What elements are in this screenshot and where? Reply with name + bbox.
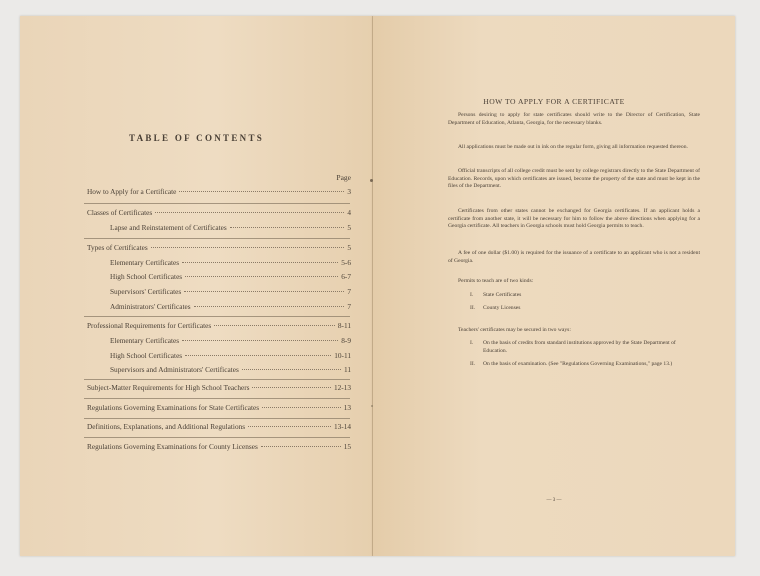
paragraph: A fee of one dollar ($1.00) is required for the issuance of a certificate to an applicant who is not a resident of Georgia. (448, 250, 700, 264)
paragraph: Persons desiring to apply for state certificates should write to the Director of Certification, State Department of Education, Atlanta, Georgia, for the necessary blanks. (448, 112, 700, 126)
toc-entry: Regulations Governing Examinations for State Certificates 13 (87, 403, 351, 412)
toc-title: TABLE OF CONTENTS (128, 133, 265, 143)
ways-intro: Teachers' certificates may be secured in two ways: (458, 327, 571, 333)
toc-subentry: Lapse and Reinstatement of Certificates 5 (110, 223, 351, 232)
toc-subentry: Supervisors' Certificates 7 (110, 287, 351, 296)
toc-entry: Subject-Matter Requirements for High School Teachers 12-13 (87, 383, 351, 392)
toc-subentry: Elementary Certificates 8-9 (110, 336, 351, 345)
divider (84, 379, 350, 380)
toc-subentry: Supervisors and Administrators' Certificates 11 (110, 365, 351, 374)
toc-subentry: High School Certificates 10-11 (110, 351, 351, 360)
list-item: II. County Licenses (470, 305, 521, 311)
divider (84, 418, 350, 419)
divider (84, 437, 350, 438)
page-column-header: Page (336, 173, 351, 182)
toc-entry: Types of Certificates 5 (87, 243, 351, 252)
paragraph: Official transcripts of all college credit must be sent by college registrars directly to the State Department of Education. Records, upon which certificates are issued, become the property of the state and must be kept in the files of the Department. (448, 168, 700, 190)
list-item: I. On the basis of credits from standard institutions approved by the State Department of Education. (470, 340, 676, 354)
toc-entry: Classes of Certificates 4 (87, 208, 351, 217)
toc-subentry: High School Certificates 6-7 (110, 272, 351, 281)
right-page (373, 16, 735, 556)
section-title: HOW TO APPLY FOR A CERTIFICATE (483, 97, 625, 106)
toc-subentry: Elementary Certificates 5-6 (110, 258, 351, 267)
toc-entry: How to Apply for a Certificate 3 (87, 187, 351, 196)
divider (84, 203, 350, 204)
toc-entry: Regulations Governing Examinations for County Licenses 15 (87, 442, 351, 451)
toc-entry: Definitions, Explanations, and Additional Regulations 13-14 (87, 422, 351, 431)
divider (84, 316, 350, 317)
paragraph: Certificates from other states cannot be exchanged for Georgia certificates. If an applicant holds a certificate from another state, it will be necessary for him to follow the above directions when applying for a Georgia certificate. All teachers in Georgia schools must hold Georgia permits to teach. (448, 208, 700, 230)
staple-mark (370, 179, 373, 182)
staple-mark (371, 405, 373, 407)
page-number: — 3 — (546, 498, 562, 503)
divider (84, 238, 350, 239)
paragraph: All applications must be made out in ink on the regular form, giving all information requested thereon. (458, 144, 688, 150)
toc-subentry: Administrators' Certificates 7 (110, 302, 351, 311)
divider (84, 398, 350, 399)
permits-intro: Permits to teach are of two kinds: (458, 278, 534, 284)
list-item: II. On the basis of examination. (See "Regulations Governing Examinations," page 13.) (470, 361, 673, 367)
list-item: I. State Certificates (470, 292, 522, 298)
toc-entry: Professional Requirements for Certificates 8-11 (87, 321, 351, 330)
left-page (20, 16, 373, 556)
